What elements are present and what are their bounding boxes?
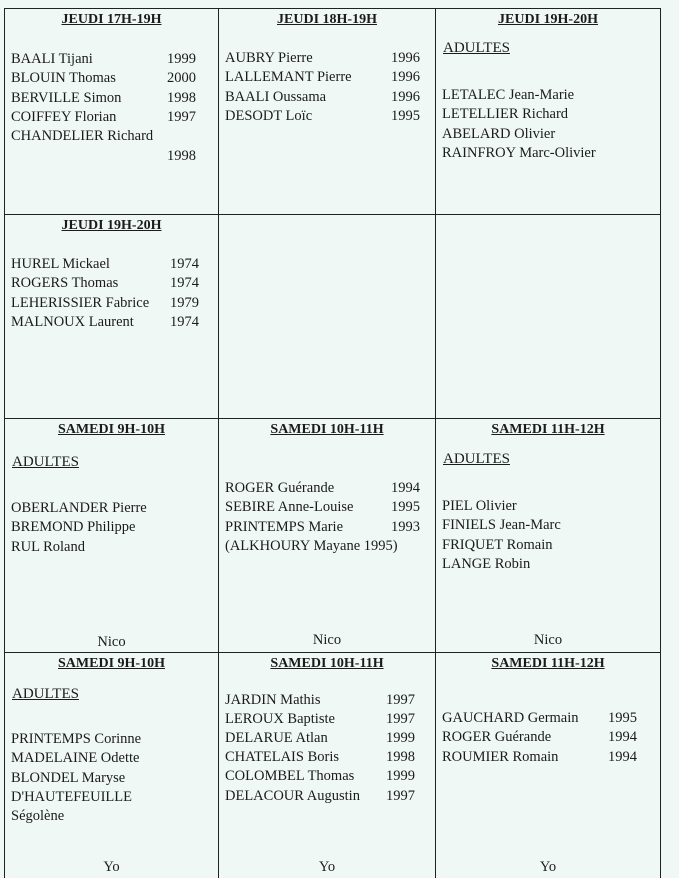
- grid-vertical-line: [660, 8, 661, 878]
- session-heading: JEUDI 18H-19H: [277, 12, 377, 27]
- member-name: JARDIN Mathis: [225, 692, 321, 708]
- member-name: D'HAUTEFEUILLE: [11, 788, 133, 805]
- member-name: FRIQUET Romain: [442, 536, 553, 553]
- member-name: PRINTEMPS Corinne: [11, 731, 142, 747]
- member-name: MALNOUX Laurent: [11, 313, 134, 330]
- member-birth-year: 1998: [167, 89, 196, 106]
- member-name: (ALKHOURY Mayane 1995): [225, 537, 398, 554]
- member-name: COLOMBEL Thomas: [225, 768, 355, 785]
- member-birth-year: 1974: [170, 275, 199, 292]
- session-heading: SAMEDI 10H-11H: [270, 656, 384, 671]
- member-birth-year: 1997: [386, 692, 415, 708]
- member-name: LANGE Robin: [442, 555, 531, 572]
- member-name: LEHERISSIER Fabrice: [11, 294, 150, 311]
- coach-name: Nico: [533, 632, 563, 648]
- member-name: DELACOUR Augustin: [225, 787, 360, 804]
- session-heading: JEUDI 19H-20H: [61, 218, 162, 233]
- session-heading: SAMEDI 11H-12H: [491, 422, 605, 437]
- member-name: ROGER Guérande: [442, 729, 552, 746]
- member-birth-year: 1974: [170, 313, 199, 330]
- member-name: RUL Roland: [11, 538, 85, 555]
- schedule-cell: [436, 419, 660, 652]
- schedule-cell: [5, 653, 218, 878]
- group-label: ADULTES: [12, 454, 79, 470]
- schedule-cell: [5, 419, 218, 652]
- member-name: ABELARD Olivier: [442, 125, 556, 142]
- coach-name: Nico: [97, 634, 126, 650]
- member-name: COIFFEY Florian: [11, 108, 117, 125]
- schedule-cell: [219, 215, 435, 418]
- session-heading: SAMEDI 10H-11H: [270, 422, 384, 437]
- member-name: HUREL Mickael: [11, 256, 110, 272]
- group-label: ADULTES: [443, 40, 510, 56]
- member-birth-year: 1994: [391, 480, 420, 496]
- schedule-cell: [436, 653, 660, 878]
- session-heading: SAMEDI 11H-12H: [491, 656, 605, 671]
- member-name: LETELLIER Richard: [442, 106, 569, 123]
- session-heading: JEUDI 17H-19H: [61, 12, 162, 27]
- member-name: DELARUE Atlan: [225, 730, 328, 747]
- coach-name: Nico: [312, 632, 342, 648]
- member-name: GAUCHARD Germain: [442, 710, 579, 726]
- schedule-cell: [436, 215, 660, 418]
- member-birth-year: 1997: [386, 787, 415, 804]
- member-name: CHANDELIER Richard: [11, 128, 154, 145]
- member-birth-year: 1999: [167, 51, 196, 67]
- member-birth-year: 1974: [170, 256, 199, 272]
- member-name: AUBRY Pierre: [225, 50, 313, 66]
- member-birth-year: 1996: [391, 88, 420, 105]
- member-birth-year: 1999: [386, 730, 415, 747]
- member-name: CHATELAIS Boris: [225, 749, 339, 766]
- session-heading: SAMEDI 9H-10H: [58, 656, 165, 671]
- schedule-cell: [5, 9, 218, 214]
- session-heading: SAMEDI 9H-10H: [58, 422, 165, 437]
- schedule-cell: [436, 9, 660, 214]
- member-birth-year: 1999: [386, 768, 415, 785]
- member-name: BERVILLE Simon: [11, 89, 122, 106]
- member-name: Ségolène: [11, 808, 65, 825]
- member-name: BAALI Oussama: [225, 88, 327, 105]
- member-birth-year: 1994: [608, 748, 637, 765]
- member-name: BLONDEL Maryse: [11, 769, 126, 786]
- member-name: RAINFROY Marc-Olivier: [442, 144, 596, 161]
- member-birth-year: 1998: [167, 147, 196, 164]
- group-label: ADULTES: [12, 686, 79, 702]
- schedule-cell: [5, 215, 218, 418]
- schedule-cell: [219, 9, 435, 214]
- member-name: BLOUIN Thomas: [11, 70, 116, 87]
- member-birth-year: 1994: [608, 729, 637, 746]
- member-birth-year: 1997: [167, 108, 196, 125]
- member-name: OBERLANDER Pierre: [11, 500, 147, 516]
- coach-name: Yo: [103, 859, 120, 875]
- member-birth-year: 1979: [170, 294, 199, 311]
- member-name: ROGER Guérande: [225, 480, 335, 496]
- member-name: BAALI Tijani: [11, 51, 93, 67]
- member-name: SEBIRE Anne-Louise: [225, 499, 354, 516]
- schedule-cell: [219, 419, 435, 652]
- member-name: BREMOND Philippe: [11, 519, 136, 536]
- member-name: ROGERS Thomas: [11, 275, 119, 292]
- member-birth-year: 1995: [391, 107, 420, 124]
- member-birth-year: 1995: [391, 499, 420, 516]
- member-name: ROUMIER Romain: [442, 748, 559, 765]
- member-name: PIEL Olivier: [442, 498, 517, 514]
- member-name: DESODT Loïc: [225, 107, 313, 124]
- coach-name: Yo: [318, 859, 336, 875]
- member-birth-year: 1995: [608, 710, 637, 726]
- member-birth-year: 1997: [386, 711, 415, 728]
- member-name: MADELAINE Odette: [11, 750, 140, 767]
- member-name: PRINTEMPS Marie: [225, 518, 344, 535]
- member-name: LALLEMANT Pierre: [225, 69, 352, 86]
- member-birth-year: 2000: [167, 70, 196, 87]
- group-label: ADULTES: [443, 451, 510, 467]
- member-birth-year: 1998: [386, 749, 415, 766]
- member-birth-year: 1993: [391, 518, 420, 535]
- member-name: LEROUX Baptiste: [225, 711, 335, 728]
- schedule-cell: [219, 653, 435, 878]
- member-birth-year: 1996: [391, 50, 420, 66]
- member-name: FINIELS Jean-Marc: [442, 517, 561, 534]
- coach-name: Yo: [539, 859, 557, 875]
- member-name: LETALEC Jean-Marie: [442, 87, 575, 103]
- member-birth-year: 1996: [391, 69, 420, 86]
- session-heading: JEUDI 19H-20H: [498, 12, 598, 27]
